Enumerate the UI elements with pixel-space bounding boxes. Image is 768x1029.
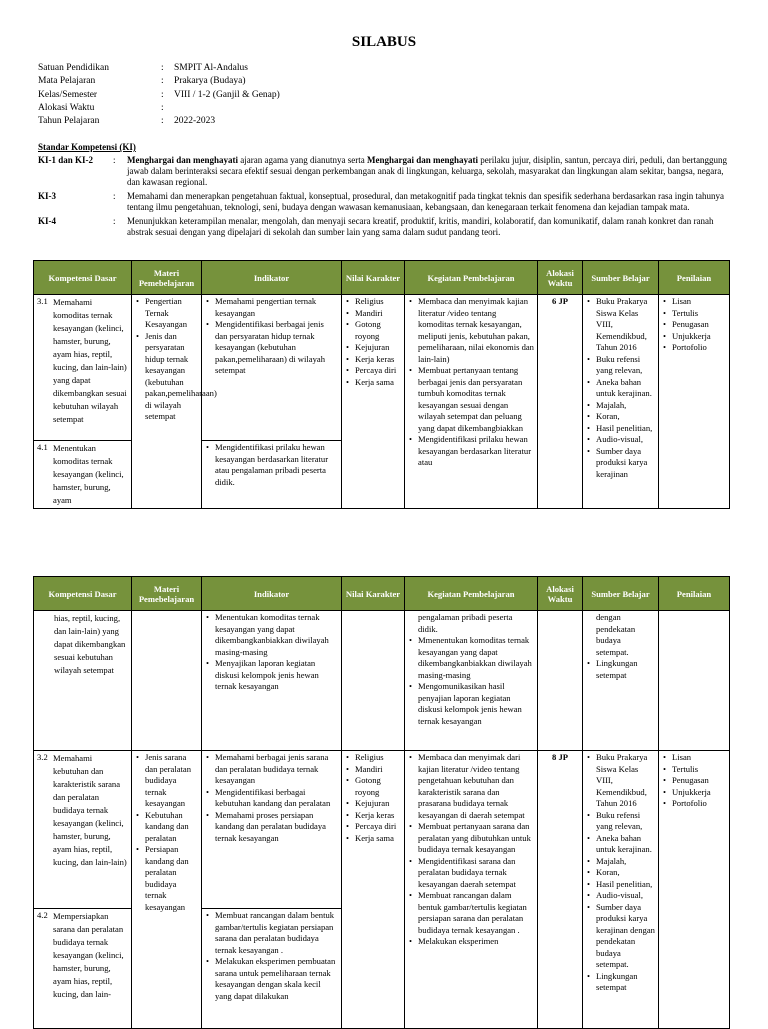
list-item: • Membuat rancangan dalam bentuk gambar/tertulis kegiatan persiapan sarana dan peralatan budidaya ternak kesayangan .: [215, 910, 338, 956]
list-item: • Lingkungan setempat: [596, 658, 655, 681]
list-item: • Kerja sama: [355, 377, 401, 389]
column-header: Kegiatan Pembelajaran: [405, 577, 538, 611]
list-item: • Majalah,: [596, 856, 655, 868]
list-item: • Memahami berbagai jenis sarana dan peralatan budidaya ternak kesayangan: [215, 752, 338, 787]
bullet-list: [205, 612, 338, 693]
list-item: • Kerja sama: [355, 833, 401, 845]
sumber-cell: [583, 751, 659, 1029]
list-item: • Unjukkerja: [672, 787, 726, 799]
penilaian-cell: [659, 295, 730, 509]
syllabus-table: [33, 260, 730, 509]
kd-cell: 3.1 Memahami komoditas ternak kesayangan (kelinci, hamster, burung, ayam hias, reptil, kucing, dan lain-lain) yang dapat dikembangkan sesuai kebutuhan wilayah setempat: [34, 295, 132, 441]
bullet-list: [205, 910, 338, 1002]
bullet-list: [586, 752, 655, 994]
list-item: • Percaya diri: [355, 821, 401, 833]
list-item: • Hasil penelitian,: [596, 879, 655, 891]
sumber-cell: [583, 295, 659, 509]
table-row: [34, 295, 730, 441]
nilai-cell: [342, 611, 405, 751]
list-item: • Mengidentifikasi sarana dan peralatan budidaya ternak kesayangan daerah setempat: [418, 856, 534, 891]
list-item: • Pengertian Ternak Kesayangan: [145, 296, 198, 331]
indikator-cell: [202, 611, 342, 751]
list-item: • Lisan: [672, 752, 726, 764]
bullet-list: [662, 752, 726, 810]
list-item: • Tertulis: [672, 308, 726, 320]
meta-label: Satuan Pendidikan: [38, 63, 109, 73]
list-item: • Mengidentifikasi berbagai jenis dan persyaratan hidup ternak kesayangan (kebutuhan pakan,pemeliharaan) di wilayah setempat: [215, 319, 338, 377]
list-item: • Tertulis: [672, 764, 726, 776]
column-header: Nilai Karakter: [342, 261, 405, 295]
list-item: • Mmenentukan komoditas ternak kesayangan yang dapat dikembangkanbiakkan diwilayah masing-masing: [418, 635, 534, 681]
meta-label: Tahun Pelajaran: [38, 116, 100, 127]
ki-row: KI-3 : Memahami dan menerapkan pengetahuan faktual, konseptual, prosedural, dan metakognitif pada tingkat teknis dan spesifik sederhana berdasarkan rasa ingin tahunya tentang ilmu pengetahuan, teknologi, seni, budaya dengan wawasan kemanusiaan, kebangsaan, dan kenegaraan terkait fenomena dan kejadian tampak mata.: [38, 191, 728, 213]
bullet-list: [586, 658, 655, 681]
kegiatan-cell: [405, 295, 538, 509]
meta-row: Tahun Pelajaran : 2022-2023: [38, 115, 280, 128]
bullet-list: [586, 296, 655, 480]
nilai-cell: [342, 295, 405, 509]
list-item: • Aneka bahan untuk kerajinan.: [596, 833, 655, 856]
kegiatan-cell: [405, 751, 538, 1029]
list-item: • Buku Prakarya Siswa Kelas VIII, Kemendikbud, Tahun 2016: [596, 296, 655, 354]
header-row: [34, 577, 730, 611]
header-row: [34, 261, 730, 295]
list-item: • Mandiri: [355, 764, 401, 776]
list-item: • Melakukan eksperimen pembuatan sarana untuk pemeliharaan ternak kesayangan dengan skala kecil yang dapat dilakukan: [215, 956, 338, 1002]
list-item: • Jenis dan persyaratan hidup ternak kesayangan (kebutuhan pakan,pemeliharaan) di wilayah setempat: [145, 331, 198, 423]
list-item: • Koran,: [596, 867, 655, 879]
indikator-cell: [202, 909, 342, 1029]
bullet-list: [345, 296, 401, 388]
meta-label: Kelas/Semester: [38, 89, 98, 100]
list-item: • Menentukan komoditas ternak kesayangan yang dapat dikembangkanbiakkan diwilayah masing-masing: [215, 612, 338, 658]
list-item: • Buku refensi yang relevan,: [596, 354, 655, 377]
meta-value: SMPIT Al-Andalus: [174, 63, 248, 73]
ki-label: KI-1 dan KI-2: [38, 155, 94, 165]
indikator-cell: [202, 441, 342, 509]
materi-cell: [132, 611, 202, 751]
table-row: [34, 751, 730, 909]
list-item: • Sumber daya produksi karya kerajinan dengan pendekatan budaya setempat.: [596, 902, 655, 971]
meta-row: Satuan Pendidikan : SMPIT Al-Andalus: [38, 62, 280, 75]
list-item: • Hasil penelitian,: [596, 423, 655, 435]
materi-cell: [132, 295, 217, 509]
syllabus-table-continued: [33, 576, 730, 1029]
list-item: • Memahami proses persiapan kandang dan peralatan budidaya ternak kesayangan: [215, 810, 338, 845]
list-item: • Audio-visual,: [596, 890, 655, 902]
penilaian-cell: [659, 751, 730, 1029]
bullet-list: [135, 296, 217, 423]
ki-row: KI-4 : Menunjukkan keterampilan menalar, mengolah, dan menyaji secara kreatif, produktif, kritis, mandiri, kolaboratif, dan komunikatif, dalam ranah konkret dan ranah abstrak sesuai dengan yang dipelajari di sekolah dan sumber lain yang sama dalam sudut pandang teori.: [38, 216, 728, 238]
list-item: • Sumber daya produksi karya kerajinan: [596, 446, 655, 481]
kd-cell: hias, reptil, kucing, dan lain-lain) yang dapat dikembangkan sesuai kebutuhan wilayah setempat: [34, 611, 132, 751]
kegiatan-cell: pengalaman pribadi peserta didik. • Mmenentukan komoditas ternak kesayangan yang dapat dikembangkanbiakkan diwilayah masing-masing • Mengomunikasikan hasil penyajian laporan kegiatan diskusi kelompok jenis hewan ternak kesayangan: [405, 611, 538, 751]
meta-row: Alokasi Waktu :: [38, 102, 280, 115]
list-item: • Aneka bahan untuk kerajinan.: [596, 377, 655, 400]
list-item: • Membaca dan menyimak dari kajian literatur /video tentang pengetahuan kebutuhan dan karakteristik sarana dan prasarana budidaya ternak kesayangan di daerah setempat: [418, 752, 534, 821]
column-header: Alokasi Waktu: [538, 577, 583, 611]
bullet-list: [408, 296, 534, 469]
list-item: • Koran,: [596, 411, 655, 423]
ki-text: Menunjukkan keterampilan menalar, mengolah, dan menyaji secara kreatif, produktif, kritis, mandiri, kolaboratif, dan komunikatif, dalam ranah konkret dan ranah abstrak sesuai dengan yang dipelajari di sekolah dan sumber lain yang sama dalam sudut pandang teori.: [127, 216, 714, 237]
column-header: Penilaian: [659, 261, 730, 295]
ki-row: KI-1 dan KI-2 : Menghargai dan menghayati ajaran agama yang dianutnya serta Menghargai dan menghayati perilaku jujur, disiplin, santun, percaya diri, peduli, dan bertanggung jawab dalam berinteraksi secara efektif sesuai dengan perkembangan anak di lingkungan, keluarga, sekolah, masyarakat dan lingkungan alam sekitar, bangsa, negara, dan kawasan regional.: [38, 155, 728, 187]
penilaian-cell: [659, 611, 730, 751]
list-item: • Mengidentifikasi prilaku hewan kesayangan berdasarkan literatur atau: [418, 434, 534, 469]
column-header: Indikator: [202, 261, 342, 295]
list-item: • Kebutuhan kandang dan peralatan: [145, 810, 198, 845]
column-header: Kegiatan Pembelajaran: [405, 261, 538, 295]
bullet-list: [408, 635, 534, 727]
list-item: • Audio-visual,: [596, 434, 655, 446]
ki-label: KI-3: [38, 191, 56, 201]
list-item: • Buku Prakarya Siswa Kelas VIII, Kemendikbud, Tahun 2016: [596, 752, 655, 810]
materi-cell: [132, 751, 202, 1029]
list-item: • Kejujuran: [355, 798, 401, 810]
ki-text: Menghargai dan menghayati ajaran agama yang dianutnya serta Menghargai dan menghayati perilaku jujur, disiplin, santun, percaya diri, peduli, dan bertanggung jawab dalam berinteraksi secara efektif sesuai dengan perkembangan anak di lingkungan, keluarga, sekolah, masyarakat dan lingkungan alam sekitar, bangsa, negara, dan kawasan regional.: [127, 155, 728, 187]
list-item: • Lisan: [672, 296, 726, 308]
column-header: Sumber Belajar: [583, 577, 659, 611]
bullet-list: [662, 296, 726, 354]
ki-label: KI-4: [38, 216, 56, 226]
list-item: • Memahami pengertian ternak kesayangan: [215, 296, 338, 319]
waktu-cell: 6 JP: [538, 295, 583, 509]
meta-value: VIII / 1-2 (Ganjil & Genap): [174, 89, 280, 100]
column-header: Nilai Karakter: [342, 577, 405, 611]
list-item: • Mengidentifikasi prilaku hewan kesayangan berdasarkan literatur atau pengalaman pribadi peserta didik.: [215, 442, 338, 488]
column-header: Indikator: [202, 577, 342, 611]
meta-label: Mata Pelajaran: [38, 76, 96, 87]
list-item: • Religius: [355, 752, 401, 764]
list-item: • Penugasan: [672, 319, 726, 331]
competency-standards: [38, 142, 728, 241]
waktu-cell: 8 JP: [538, 751, 583, 1029]
bullet-list: [205, 752, 338, 844]
list-item: • Melakukan eksperimen: [418, 936, 534, 948]
list-item: • Membuat pertanyaan tentang berbagai jenis dan persyaratan tumbuh komoditas ternak kesayangan sesuai dengan wilayah setempat dan peluang yang dapat dikembangbiakkan: [418, 365, 534, 434]
bullet-list: [135, 752, 198, 913]
list-item: • Buku refensi yang relevan,: [596, 810, 655, 833]
bullet-list: [205, 296, 338, 377]
list-item: • Portofolio: [672, 342, 726, 354]
nilai-cell: [342, 751, 405, 1029]
meta-label: Alokasi Waktu: [38, 102, 95, 113]
list-item: • Mandiri: [355, 308, 401, 320]
list-item: • Membuat pertanyaan sarana dan peralatan yang dibutuhkan untuk budidaya ternak kesayangan: [418, 821, 534, 856]
list-item: • Religius: [355, 296, 401, 308]
column-header: Materi Pemebelajaran: [132, 577, 202, 611]
ki-heading: Standar Kompetensi (KI): [38, 142, 136, 152]
list-item: • Unjukkerja: [672, 331, 726, 343]
list-item: • Menyajikan laporan kegiatan diskusi kelompok jenis hewan ternak kesayangan: [215, 658, 338, 693]
indikator-cell: [202, 295, 342, 441]
kd-cell: 4.2 Mempersiapkan sarana dan peralatan budidaya ternak kesayangan (kelinci, hamster, burung, ayam hias, reptil, kucing, dan lain-: [34, 909, 132, 1029]
list-item: • Penugasan: [672, 775, 726, 787]
list-item: • Kerja keras: [355, 810, 401, 822]
list-item: • Mengomunikasikan hasil penyajian laporan kegiatan diskusi kelompok jenis hewan ternak kesayangan: [418, 681, 534, 727]
list-item: • Gotong royong: [355, 775, 401, 798]
bullet-list: [345, 752, 401, 844]
list-item: • Persiapan kandang dan peralatan budidaya ternak kesayangan: [145, 844, 198, 913]
list-item: • Membuat rancangan dalam bentuk gambar/tertulis kegiatan persiapan sarana dan peralatan budidaya ternak kesayangan .: [418, 890, 534, 936]
column-header: Alokasi Waktu: [538, 261, 583, 295]
list-item: • Gotong royong: [355, 319, 401, 342]
page-title: SILABUS: [351, 34, 417, 50]
indikator-cell: [202, 751, 342, 909]
identity-block: [38, 62, 280, 128]
list-item: • Lingkungan setempat: [596, 971, 655, 994]
column-header: Kompetensi Dasar: [34, 577, 132, 611]
meta-value: Prakarya (Budaya): [174, 76, 246, 87]
list-item: • Kerja keras: [355, 354, 401, 366]
sumber-cell: dengan pendekatan budaya setempat. • Lingkungan setempat: [583, 611, 659, 751]
meta-row: Mata Pelajaran : Prakarya (Budaya): [38, 75, 280, 88]
ki-text: Memahami dan menerapkan pengetahuan faktual, konseptual, prosedural, dan metakognitif pada tingkat teknis dan spesifik sederhana berdasarkan rasa ingin tahunya tentang ilmu pengetahuan, teknologi, seni, budaya dengan wawasan kemanusiaan, kebangsaan, dan kenegaraan terkait fenomena dan kejadian tampak mata.: [127, 191, 725, 212]
bullet-list: [408, 752, 534, 948]
bullet-list: [205, 442, 338, 488]
list-item: • Jenis sarana dan peralatan budidaya ternak kesayangan: [145, 752, 198, 810]
meta-value: 2022-2023: [174, 116, 216, 127]
meta-row: Kelas/Semester : VIII / 1-2 (Ganjil & Genap): [38, 89, 280, 102]
column-header: Kompetensi Dasar: [34, 261, 132, 295]
list-item: • Portofolio: [672, 798, 726, 810]
waktu-cell: [538, 611, 583, 751]
column-header: Materi Pemebelajaran: [132, 261, 202, 295]
kd-cell: 4.1 Menentukan komoditas ternak kesayangan (kelinci, hamster, burung, ayam: [34, 441, 132, 509]
list-item: • Kejujuran: [355, 342, 401, 354]
list-item: • Mengidentifikasi berbagai kebutuhan kandang dan peralatan: [215, 787, 338, 810]
list-item: • Percaya diri: [355, 365, 401, 377]
column-header: Penilaian: [659, 577, 730, 611]
list-item: • Majalah,: [596, 400, 655, 412]
column-header: Sumber Belajar: [583, 261, 659, 295]
kd-cell: 3.2 Memahami kebutuhan dan karakteristik sarana dan peralatan budidaya ternak kesayangan (kelinci, hamster, burung, ayam hias, reptil, kucing, dan lain-lain): [34, 751, 132, 909]
list-item: • Membaca dan menyimak kajian literatur /video tentang komoditas ternak kesayangan, meliputi jenis, kebutuhan pakan, pemeliharaan, nilai ekonomis dan lain-lain): [418, 296, 534, 365]
table-row: [34, 611, 730, 751]
